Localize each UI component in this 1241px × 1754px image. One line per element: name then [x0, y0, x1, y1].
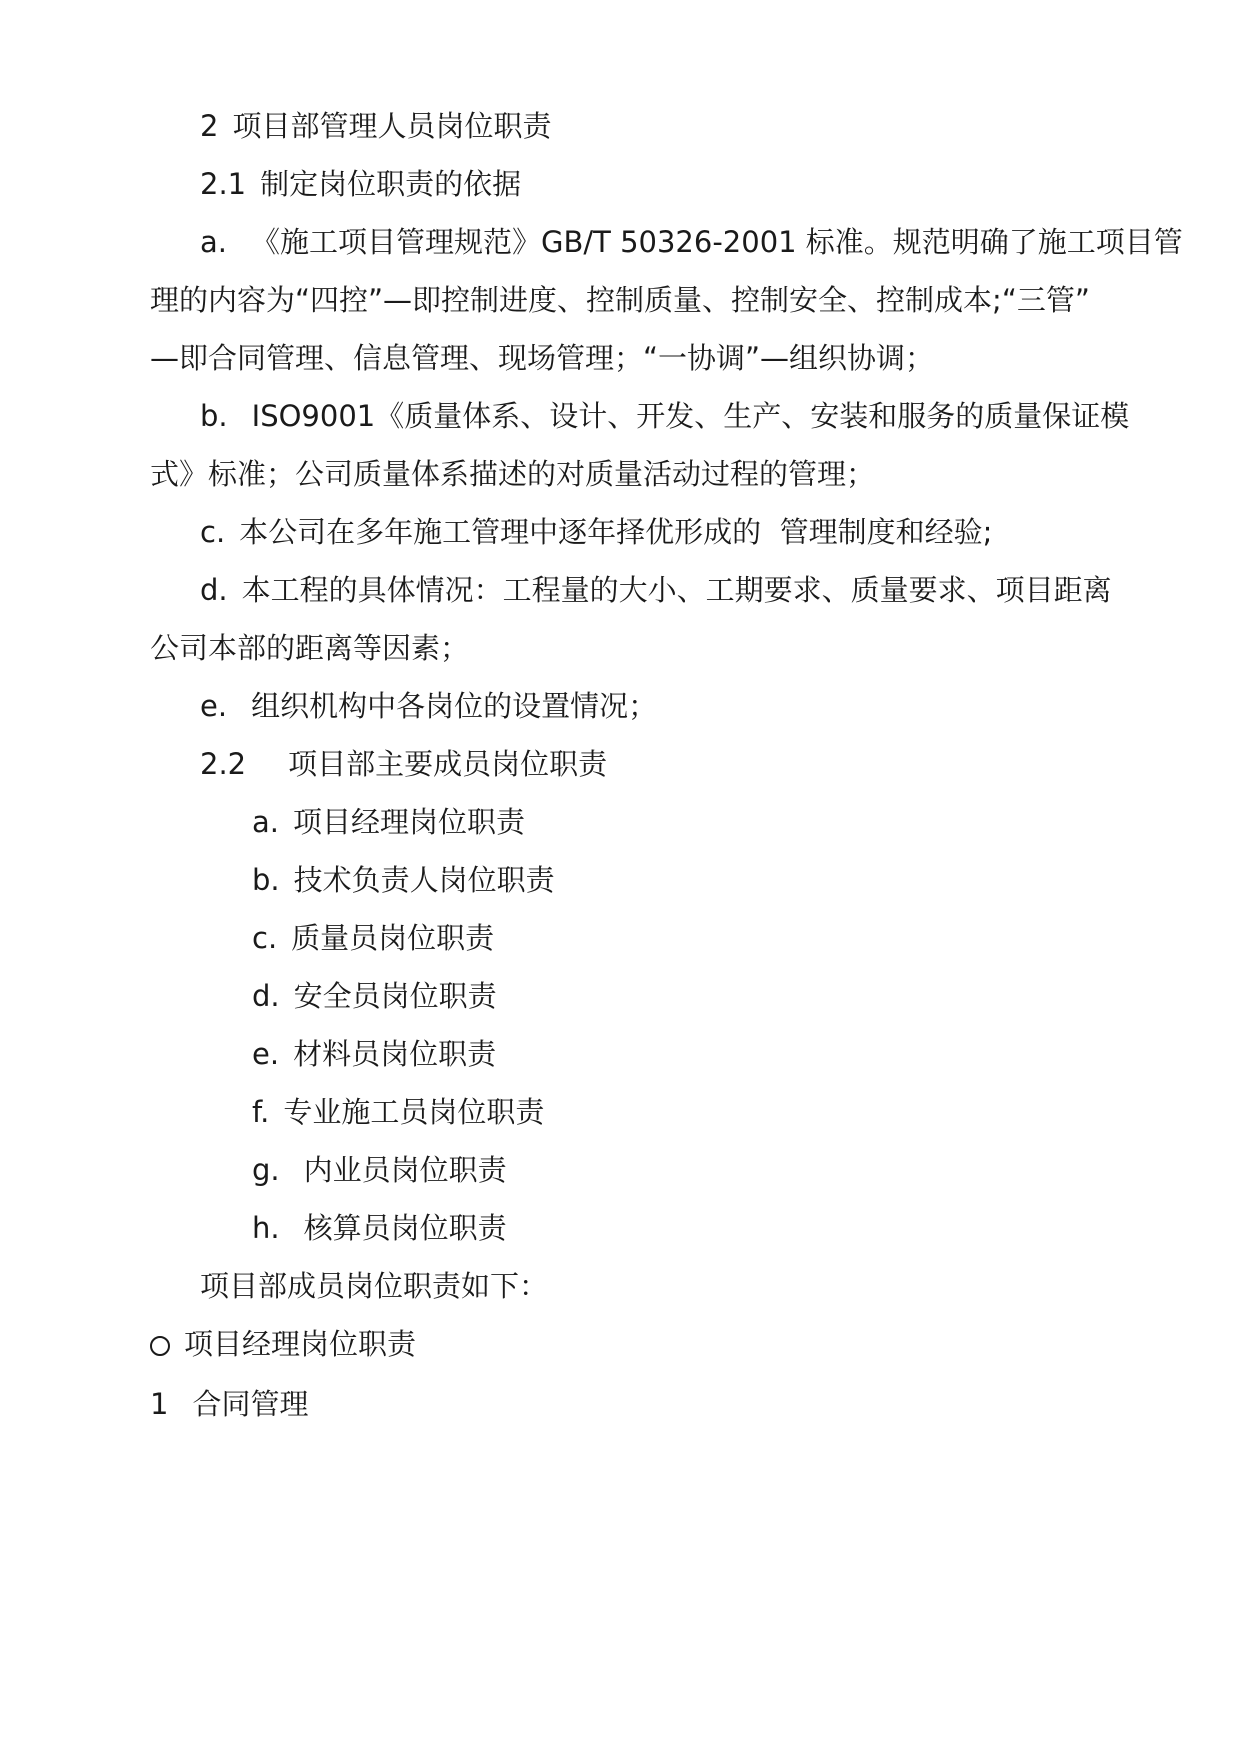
role-label: 安全员岗位职责 — [293, 979, 497, 1013]
role-item — [252, 918, 494, 958]
basis-item-b — [200, 396, 1129, 436]
subsection-number: 2.2 — [200, 747, 247, 781]
list-marker: b. — [252, 863, 280, 897]
sub-heading-number: 1 — [150, 1387, 169, 1421]
list-marker: d. — [200, 573, 228, 607]
roles-intro-text: 项目部成员岗位职责如下： — [200, 1269, 549, 1303]
list-marker: g. — [252, 1153, 280, 1187]
role-item — [252, 1092, 544, 1132]
pm-heading — [150, 1324, 416, 1364]
sub-heading — [150, 1384, 308, 1424]
list-marker: a. — [252, 805, 279, 839]
basis-item-a-cont — [150, 280, 1090, 320]
role-item — [252, 1208, 507, 1248]
subsection-title: 项目部主要成员岗位职责 — [288, 747, 608, 781]
list-marker: c. — [200, 515, 226, 549]
role-item — [252, 1150, 507, 1190]
section-number: 2 — [200, 109, 219, 143]
role-label: 内业员岗位职责 — [303, 1153, 507, 1187]
list-marker: e. — [252, 1037, 280, 1071]
role-label: 专业施工员岗位职责 — [283, 1095, 545, 1129]
basis-b-text: ISO9001《质量体系、设计、开发、生产、安装和服务的质量保证模 — [251, 399, 1130, 433]
section-title: 项目部管理人员岗位职责 — [232, 109, 552, 143]
subsection-heading-2-2 — [200, 744, 607, 784]
basis-item-a — [200, 222, 1183, 262]
basis-item-d-cont — [150, 628, 469, 668]
role-item — [252, 976, 497, 1016]
basis-a-text-3: —即合同管理、信息管理、现场管理；“一协调”—组织协调； — [150, 341, 935, 375]
list-marker: h. — [252, 1211, 280, 1245]
role-label: 核算员岗位职责 — [303, 1211, 507, 1245]
circle-bullet-icon — [150, 1336, 170, 1356]
subsection-title: 制定岗位职责的依据 — [260, 167, 522, 201]
list-marker: d. — [252, 979, 280, 1013]
subsection-number: 2.1 — [200, 167, 247, 201]
basis-c-text: 本公司在多年施工管理中逐年择优形成的 管理制度和经验; — [239, 515, 993, 549]
basis-d-text: 本工程的具体情况：工程量的大小、工期要求、质量要求、项目距离 — [241, 573, 1112, 607]
role-label: 质量员岗位职责 — [291, 921, 495, 955]
role-item — [252, 802, 525, 842]
role-label: 项目经理岗位职责 — [293, 805, 526, 839]
pm-heading-text: 项目经理岗位职责 — [184, 1327, 417, 1361]
sub-heading-title: 合同管理 — [192, 1387, 309, 1421]
role-item — [252, 860, 555, 900]
basis-d-text-2: 公司本部的距离等因素； — [150, 631, 470, 665]
role-item — [252, 1034, 496, 1074]
list-marker: c. — [252, 921, 278, 955]
basis-item-b-cont — [150, 454, 875, 494]
section-heading — [200, 106, 551, 146]
basis-item-c — [200, 512, 992, 552]
basis-a-text: 《施工项目管理规范》GB/T 50326-2001 标准。规范明确了施工项目管 — [251, 225, 1183, 259]
list-marker: a. — [200, 225, 227, 259]
list-marker: b. — [200, 399, 228, 433]
roles-intro — [200, 1266, 548, 1306]
basis-item-d — [200, 570, 1112, 610]
role-label: 材料员岗位职责 — [293, 1037, 497, 1071]
basis-item-a-cont-2 — [150, 338, 934, 378]
list-marker: f. — [252, 1095, 270, 1129]
basis-item-e — [200, 686, 657, 726]
subsection-heading-2-1 — [200, 164, 521, 204]
basis-b-text-2: 式》标准；公司质量体系描述的对质量活动过程的管理； — [150, 457, 876, 491]
list-marker: e. — [200, 689, 228, 723]
basis-e-text: 组织机构中各岗位的设置情况； — [251, 689, 658, 723]
basis-a-text-2: 理的内容为“四控”—即控制进度、控制质量、控制安全、控制成本;“三管” — [150, 283, 1090, 317]
role-label: 技术负责人岗位职责 — [293, 863, 555, 897]
